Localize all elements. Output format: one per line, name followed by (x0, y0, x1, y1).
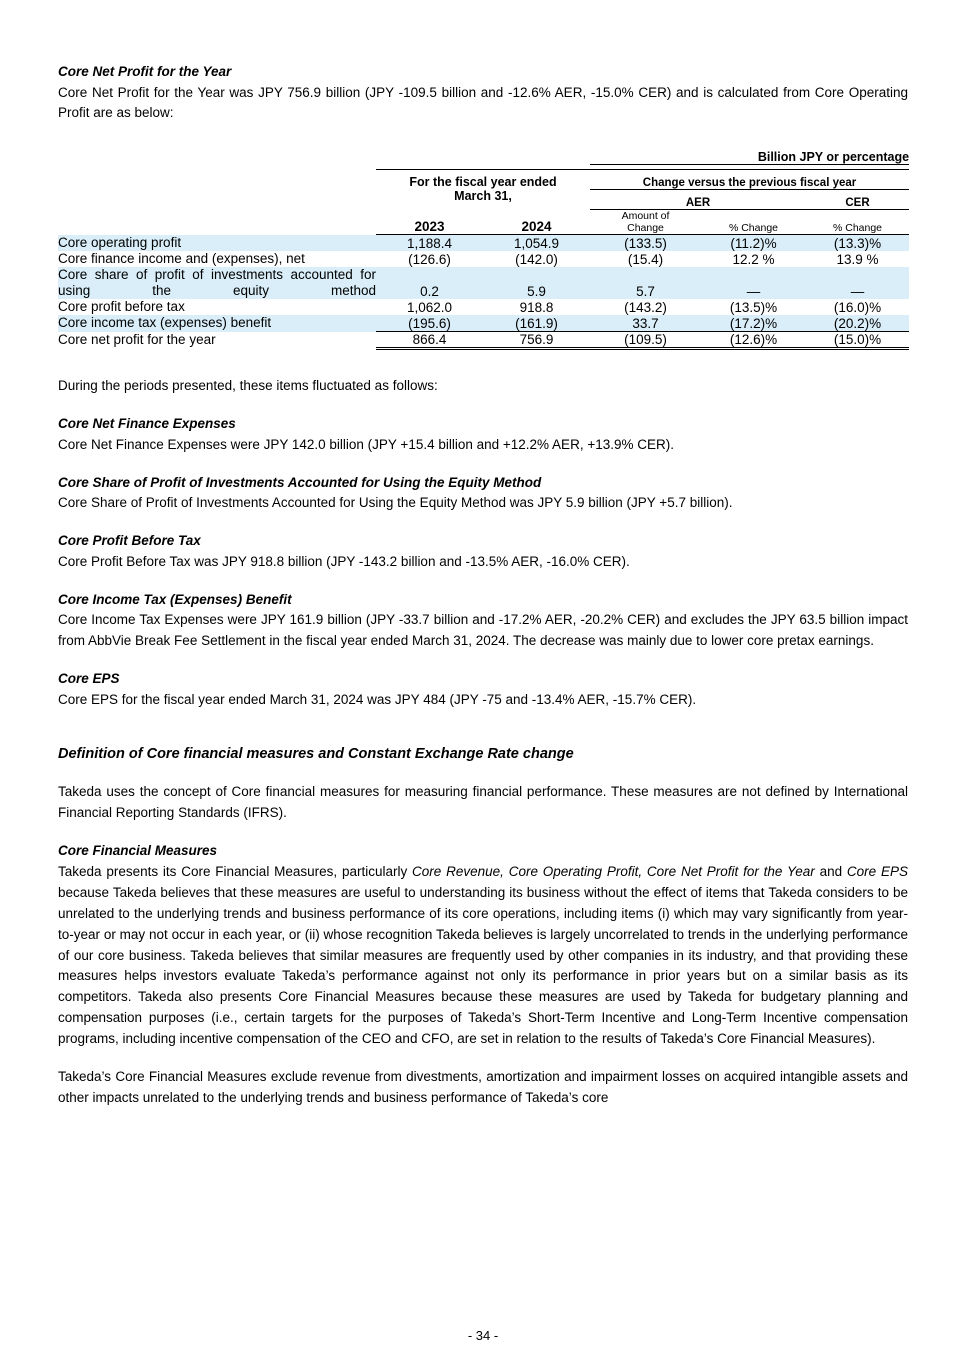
row-cer: (13.3)% (833, 235, 882, 251)
core-financial-measures-paragraph-2: Takeda’s Core Financial Measures exclude revenue from divestments, amortization and impairment losses on acquired intangible assets and other impacts unrelated to the underlying trends and business performance of Takeda’s core (58, 1069, 908, 1106)
row-label: Core share of profit of investments accounted for using the equity method (58, 266, 376, 299)
table-unit-label: Billion JPY or percentage (590, 150, 909, 165)
row-cer: (20.2)% (806, 315, 909, 331)
row-amount: (15.4) (627, 251, 664, 267)
row-2024: 756.9 (483, 332, 590, 349)
during-periods-text: During the periods presented, these items fluctuated as follows: (58, 378, 438, 394)
core-financial-measures-heading: Core Financial Measures (58, 843, 218, 859)
header-year-2024: 2024 (483, 209, 590, 234)
core-eps-body: Core EPS for the fiscal year ended March 31, 2024 was JPY 484 (JPY -75 and -13.4% AER, -15.7% CER). (58, 691, 697, 707)
row-label: Core profit before tax (58, 299, 185, 315)
header-fiscal-line1: For the fiscal year ended (376, 170, 590, 190)
table-row (58, 235, 909, 251)
core-share-heading: Core Share of Profit of Investments Accounted for Using the Equity Method (58, 474, 542, 490)
definition-heading: Definition of Core financial measures and Constant Exchange Rate change (58, 746, 574, 763)
row-2024: (161.9) (483, 315, 590, 331)
row-2024: 5.9 (527, 284, 546, 300)
cfm-p1-italic-1: Core Revenue, Core Operating Profit, Core Net Profit for the Year (412, 863, 815, 879)
core-income-tax-body: Core Income Tax Expenses were JPY 161.9 billion (JPY -33.7 billion and -17.2% AER, -20.2% CER) and excludes the JPY 63.5 billion impact from AbbVie Break Fee Settlement in the fiscal year ended March 31, 2024. The decrease was mainly due to lower core pretax earnings. (58, 612, 908, 649)
cfm-p1-part-a: Takeda presents its Core Financial Measures, particularly (58, 863, 413, 879)
header-year-2023: 2023 (376, 209, 483, 234)
row-amount: (109.5) (590, 332, 701, 349)
row-2023: (126.6) (408, 251, 451, 267)
row-cer: 13.9 % (836, 251, 879, 267)
header-amount-line1: Amount of (621, 209, 670, 222)
core-net-finance-body: Core Net Finance Expenses were JPY 142.0 billion (JPY +15.4 billion and +12.2% AER, +13.9% CER). (58, 436, 674, 452)
row-2023: 866.4 (376, 332, 483, 349)
row-label: Core finance income and (expenses), net (58, 250, 305, 266)
core-net-profit-body: Core Net Profit for the Year was JPY 756.9 billion (JPY -109.5 billion and -12.6% AER, -15.0% CER) and is calculated from Core Operating Profit are as below: (58, 84, 908, 121)
row-amount: (143.2) (624, 300, 667, 316)
row-label: Core operating profit (58, 234, 182, 250)
row-aer: 12.2 % (732, 251, 775, 267)
row-2024: 918.8 (519, 300, 554, 316)
table-row (58, 299, 909, 315)
table-row-total (58, 332, 909, 349)
row-cer: (15.0)% (806, 332, 909, 349)
core-net-finance-heading: Core Net Finance Expenses (58, 416, 236, 432)
table-header-row-1 (58, 170, 909, 190)
table-row (58, 267, 909, 299)
header-fiscal-line2: March 31, (454, 189, 512, 204)
core-profit-before-tax-body: Core Profit Before Tax was JPY 918.8 billion (JPY -143.2 billion and -13.5% AER, -16.0% CER). (58, 553, 630, 569)
table-header-row-2 (58, 189, 909, 209)
row-2024: (142.0) (515, 251, 558, 267)
core-income-tax-heading: Core Income Tax (Expenses) Benefit (58, 591, 292, 607)
definition-body: Takeda uses the concept of Core financial measures for measuring financial performance. These measures are not defined by International Financial Reporting Standards (IFRS). (58, 784, 908, 821)
header-change-versus: Change versus the previous fiscal year (590, 170, 909, 190)
core-financial-measures-paragraph-1 (58, 862, 908, 1050)
row-label: Core net profit for the year (58, 332, 216, 348)
row-label: Core income tax (expenses) benefit (58, 315, 272, 331)
row-2023: (195.6) (376, 315, 483, 331)
header-aer: AER (590, 189, 806, 209)
core-eps-heading: Core EPS (58, 670, 120, 686)
core-profit-before-tax-heading: Core Profit Before Tax (58, 533, 201, 549)
row-aer: — (746, 284, 761, 300)
row-aer: (17.2)% (701, 315, 806, 331)
row-cer: — (850, 284, 865, 300)
row-amount: 5.7 (636, 284, 655, 300)
core-share-body: Core Share of Profit of Investments Accounted for Using the Equity Method was JPY 5.9 billion (JPY +5.7 billion). (58, 495, 733, 511)
table-row (58, 315, 909, 331)
header-pct-change-cer: % Change (806, 209, 909, 234)
row-amount: (133.5) (624, 235, 667, 251)
row-aer: (11.2)% (730, 235, 777, 251)
header-cer: CER (806, 189, 909, 209)
row-2024: 1,054.9 (513, 235, 560, 251)
row-2023: 1,062.0 (406, 300, 453, 316)
row-cer: (16.0)% (833, 300, 882, 316)
row-2023: 1,188.4 (406, 235, 453, 251)
core-net-profit-table (58, 150, 909, 350)
cfm-p1-italic-2: Core EPS (846, 863, 908, 879)
table-header-row-3 (58, 209, 909, 234)
table-unit-row (58, 150, 909, 165)
row-aer: (13.5)% (729, 300, 778, 316)
row-amount: 33.7 (590, 315, 701, 331)
cfm-p1-part-b: and (814, 863, 847, 879)
header-amount-line2: Change (627, 221, 664, 234)
header-pct-change-aer: % Change (701, 209, 806, 234)
cfm-p1-part-c: because Takeda believes that these measures are useful to understanding its business without the effect of items that Takeda considers to be unrelated to the underlying trends and business performance of its core operations, including items (i) which may vary significantly from year-to-year or may not occur in each year, or (ii) whose recognition Takeda believes is largely uncorrelated to trends in the underlying performance of our core business. Takeda believes that similar measures are frequently used by other companies in its industry, and that providing these measures helps investors evaluate Takeda’s performance against not only its performance in prior years but on a similar basis as its competitors. Takeda also presents Core Financial Measures because these measures are used by Takeda for budgetary planning and compensation purposes (i.e., certain targets for the purposes of Takeda’s Short-Term Incentive and Long-Term Incentive compensation programs, including incentive compensation of the CEO and CFO, are set in relation to the results of Takeda’s Core Financial Measures). (58, 884, 908, 1047)
header-amount-of-change (590, 209, 701, 234)
page-footer (0, 1328, 966, 1343)
core-net-profit-heading: Core Net Profit for the Year (58, 64, 232, 79)
page-number: - 34 - (467, 1328, 499, 1343)
row-2023: 0.2 (420, 284, 439, 300)
table-row (58, 251, 909, 267)
row-aer: (12.6)% (701, 332, 806, 349)
